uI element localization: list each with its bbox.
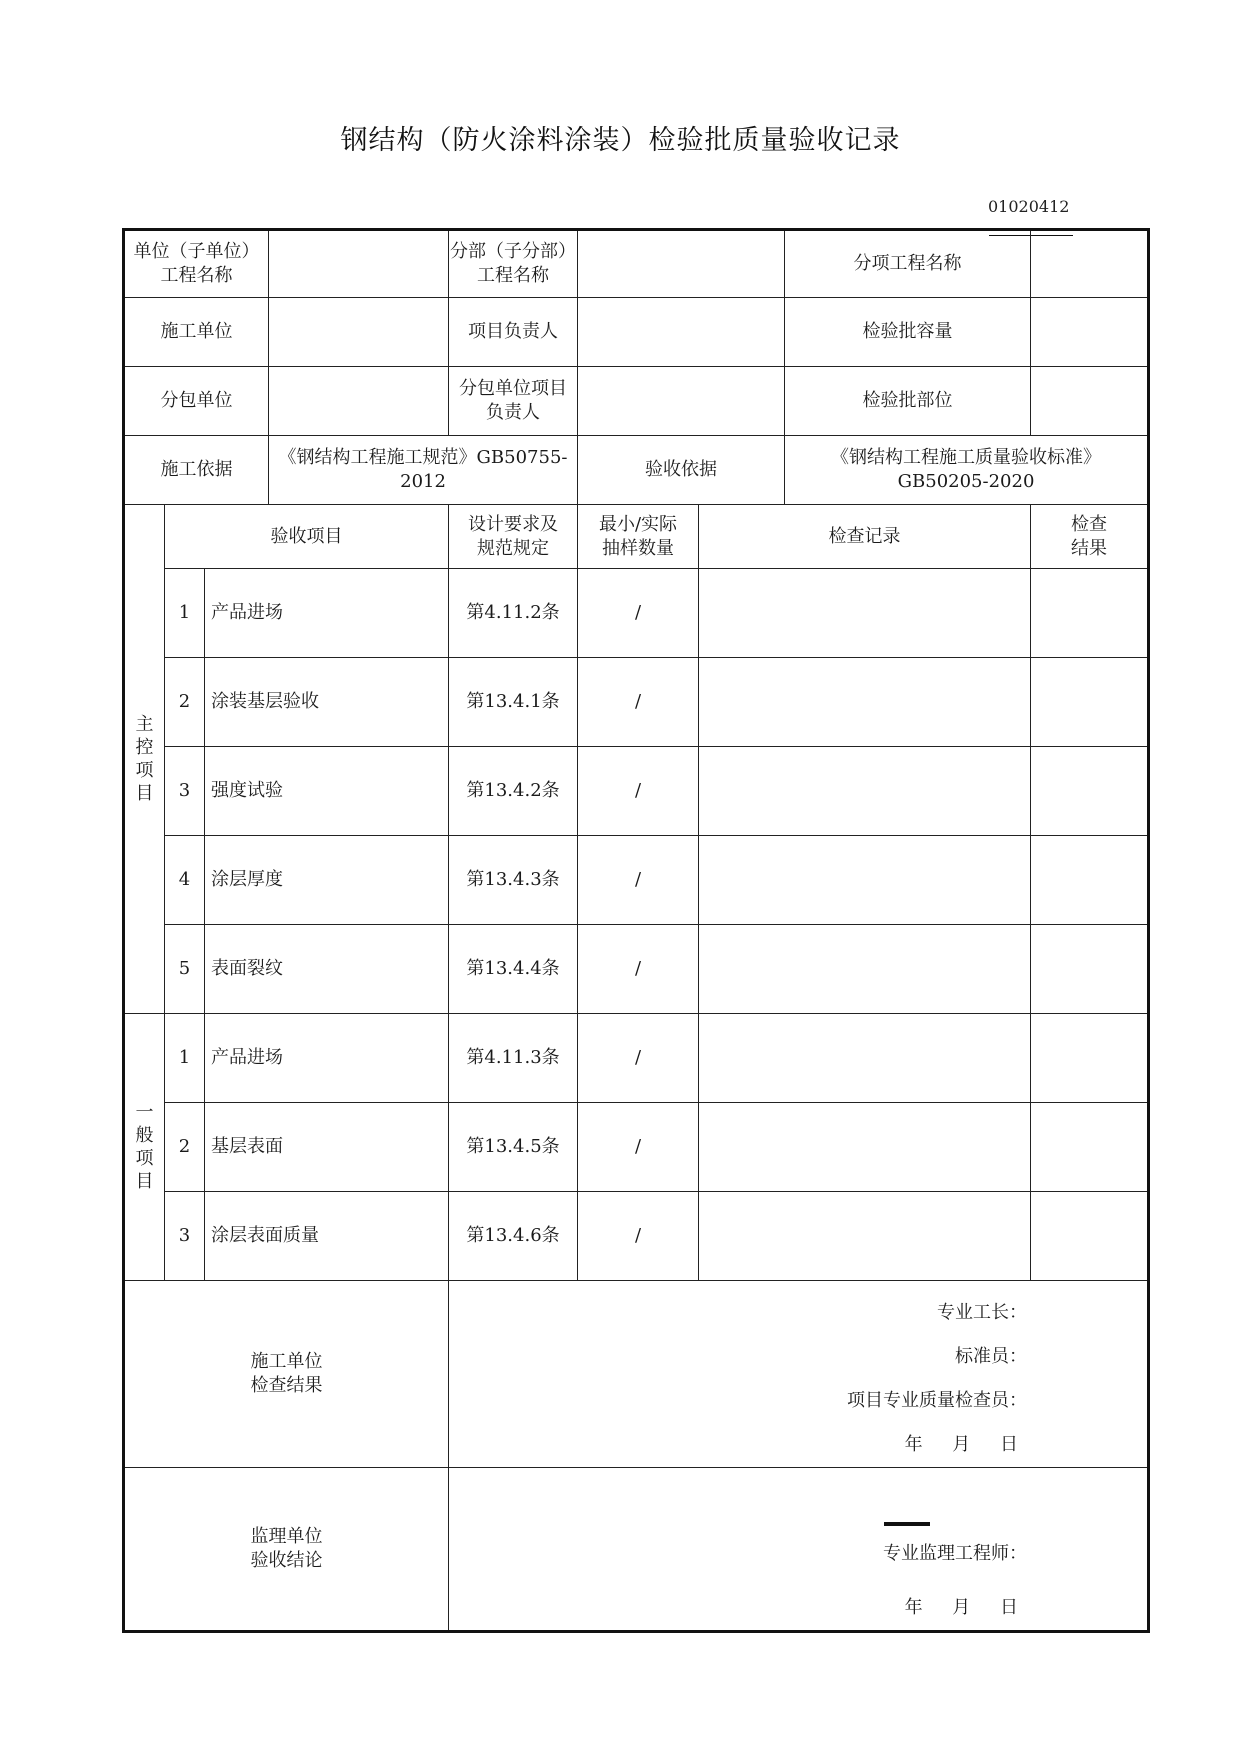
item-number: 2 — [165, 1103, 205, 1192]
item-sample[interactable]: / — [578, 747, 699, 836]
sub-division-name-label: 分部（子分部） 工程名称 — [449, 230, 578, 298]
item-sample[interactable]: / — [578, 569, 699, 658]
general-item-row — [124, 1014, 1149, 1103]
item-name: 表面裂纹 — [205, 925, 449, 1014]
contractor-date — [883, 1433, 1019, 1457]
general-item-row — [124, 1192, 1149, 1281]
supervisor-check-label: 监理单位 验收结论 — [124, 1468, 449, 1632]
item-clause: 第13.4.2条 — [449, 747, 578, 836]
main-item-row — [124, 747, 1149, 836]
project-manager-label: 项目负责人 — [449, 298, 578, 367]
sub-project-manager-label: 分包单位项目 负责人 — [449, 367, 578, 436]
construction-basis-value: 《钢结构工程施工规范》GB50755-2012 — [269, 436, 578, 505]
page-title: 钢结构（防火涂料涂装）检验批质量验收记录 — [340, 125, 901, 156]
item-result[interactable] — [1031, 1014, 1149, 1103]
item-record[interactable] — [699, 836, 1031, 925]
column-header-record: 检查记录 — [699, 505, 1031, 569]
sub-division-name-field[interactable] — [578, 230, 785, 298]
item-name: 涂层表面质量 — [205, 1192, 449, 1281]
item-clause: 第13.4.4条 — [449, 925, 578, 1014]
standard-officer-label: 标准员： — [955, 1346, 1028, 1367]
foreman-label: 专业工长： — [937, 1302, 1028, 1323]
project-manager-field[interactable] — [578, 298, 785, 367]
general-label-text: 一 般 项 目 — [135, 1101, 154, 1192]
item-record[interactable] — [699, 569, 1031, 658]
subcontractor-field[interactable] — [269, 367, 449, 436]
main-item-row — [124, 569, 1149, 658]
main-item-row — [124, 658, 1149, 747]
sub-project-manager-field[interactable] — [578, 367, 785, 436]
item-number: 1 — [165, 1014, 205, 1103]
item-result[interactable] — [1031, 1192, 1149, 1281]
sub-item-name-field[interactable] — [1031, 230, 1149, 298]
general-group-label — [124, 1014, 165, 1281]
item-result[interactable] — [1031, 1103, 1149, 1192]
column-header-sample: 最小/实际 抽样数量 — [578, 505, 699, 569]
contractor-signature-lines — [847, 1291, 1027, 1423]
inspection-form-table — [122, 228, 1150, 1633]
item-sample[interactable]: / — [578, 836, 699, 925]
item-record[interactable] — [699, 747, 1031, 836]
item-record[interactable] — [699, 658, 1031, 747]
item-result[interactable] — [1031, 836, 1149, 925]
item-name: 产品进场 — [205, 1014, 449, 1103]
construction-basis-label: 施工依据 — [124, 436, 269, 505]
header-row-basis — [124, 436, 1149, 505]
item-clause: 第13.4.6条 — [449, 1192, 578, 1281]
main-control-group-label — [124, 505, 165, 1014]
item-sample[interactable]: / — [578, 658, 699, 747]
acceptance-basis-label: 验收依据 — [578, 436, 785, 505]
contractor-check-row — [124, 1281, 1149, 1468]
sub-item-name-label: 分项工程名称 — [785, 230, 1031, 298]
item-clause: 第4.11.2条 — [449, 569, 578, 658]
year-label: 年 — [904, 1434, 924, 1455]
header-row-subcontractor — [124, 367, 1149, 436]
subcontractor-label: 分包单位 — [124, 367, 269, 436]
unit-project-name-field[interactable] — [269, 230, 449, 298]
item-sample[interactable]: / — [578, 1014, 699, 1103]
acceptance-basis-value: 《钢结构工程施工质量验收标准》 GB50205-2020 — [785, 436, 1149, 505]
item-name: 涂层厚度 — [205, 836, 449, 925]
day-label: 日 — [1000, 1434, 1020, 1455]
item-result[interactable] — [1031, 569, 1149, 658]
item-result[interactable] — [1031, 658, 1149, 747]
supervisor-date — [883, 1596, 1019, 1620]
item-sample[interactable]: / — [578, 1103, 699, 1192]
item-record[interactable] — [699, 925, 1031, 1014]
item-sample[interactable]: / — [578, 1192, 699, 1281]
item-sample[interactable]: / — [578, 925, 699, 1014]
item-clause: 第13.4.5条 — [449, 1103, 578, 1192]
item-number: 2 — [165, 658, 205, 747]
column-header-row — [124, 505, 1149, 569]
day-label: 日 — [1000, 1597, 1020, 1618]
item-name: 产品进场 — [205, 569, 449, 658]
supervisor-check-signature-area[interactable] — [449, 1468, 1149, 1632]
item-record[interactable] — [699, 1103, 1031, 1192]
item-name: 涂装基层验收 — [205, 658, 449, 747]
batch-location-label: 检验批部位 — [785, 367, 1031, 436]
item-clause: 第4.11.3条 — [449, 1014, 578, 1103]
general-item-row — [124, 1103, 1149, 1192]
item-number: 3 — [165, 747, 205, 836]
item-result[interactable] — [1031, 925, 1149, 1014]
item-name: 强度试验 — [205, 747, 449, 836]
month-label: 月 — [952, 1597, 972, 1618]
column-header-item: 验收项目 — [165, 505, 449, 569]
item-record[interactable] — [699, 1014, 1031, 1103]
supervising-engineer-label: 专业监理工程师： — [883, 1543, 1028, 1564]
main-item-row — [124, 836, 1149, 925]
month-label: 月 — [952, 1434, 972, 1455]
document-code-text: 01020412 — [988, 197, 1070, 216]
contractor-label: 施工单位 — [124, 298, 269, 367]
item-number: 4 — [165, 836, 205, 925]
item-record[interactable] — [699, 1192, 1031, 1281]
batch-location-field[interactable] — [1031, 367, 1149, 436]
item-clause: 第13.4.1条 — [449, 658, 578, 747]
contractor-check-label: 施工单位 检查结果 — [124, 1281, 449, 1468]
batch-capacity-label: 检验批容量 — [785, 298, 1031, 367]
item-clause: 第13.4.3条 — [449, 836, 578, 925]
unit-project-name-label: 单位（子单位） 工程名称 — [124, 230, 269, 298]
item-number: 3 — [165, 1192, 205, 1281]
item-number: 1 — [165, 569, 205, 658]
contractor-check-signature-area[interactable] — [449, 1281, 1149, 1468]
column-header-design: 设计要求及 规范规定 — [449, 505, 578, 569]
supervisor-signature-lines — [883, 1532, 1027, 1576]
batch-capacity-field[interactable] — [1031, 298, 1149, 367]
main-control-label-text: 主 控 项 目 — [135, 713, 154, 804]
main-item-row — [124, 925, 1149, 1014]
header-row-project — [124, 230, 1149, 298]
item-number: 5 — [165, 925, 205, 1014]
column-header-result: 检查 结果 — [1031, 505, 1149, 569]
item-result[interactable] — [1031, 747, 1149, 836]
contractor-field[interactable] — [269, 298, 449, 367]
header-row-contractor — [124, 298, 1149, 367]
item-name: 基层表面 — [205, 1103, 449, 1192]
ink-mark — [884, 1522, 930, 1526]
year-label: 年 — [904, 1597, 924, 1618]
quality-inspector-label: 项目专业质量检查员： — [847, 1390, 1028, 1411]
supervisor-check-row — [124, 1468, 1149, 1632]
